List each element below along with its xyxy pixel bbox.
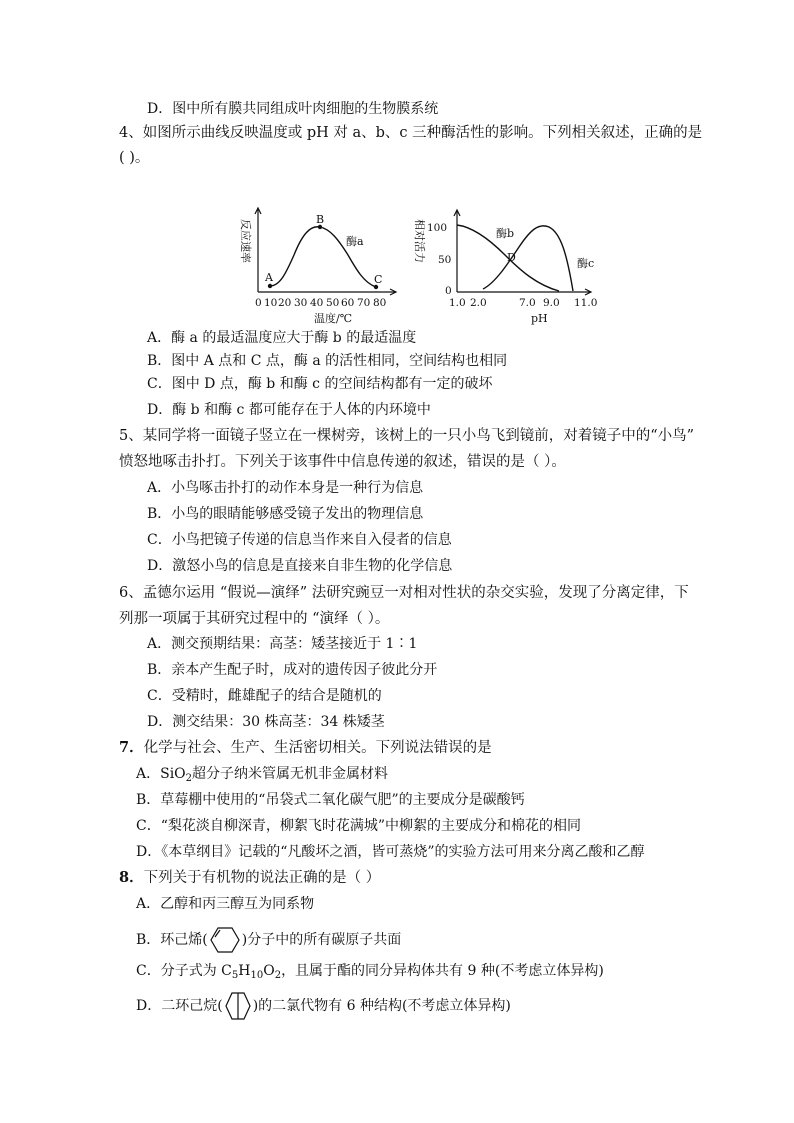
q8-option-b [136,925,401,955]
q4-option-d: D．酶 b 和酶 c 都可能存在于人体的内环境中 [147,402,431,418]
q7-option-d: D．《本草纲目》记载的“凡酸坏之酒，皆可蒸烧”的实验方法可用来分离乙酸和乙醇 [136,844,645,860]
fig2-tick: 9.0 [543,297,560,309]
fig2-x-axis-label: pH [531,312,548,325]
fig1-tick: 10 [264,297,278,309]
fig2-ytick: 50 [438,254,452,266]
q5-stem-line1: 5、某同学将一面镜子竖立在一棵树旁，该树上的一只小鸟飞到镜前，对着镜子中的“小鸟” [119,428,695,444]
q5-stem-line2: 愤怒地啄击扑打。下列关于该事件中信息传递的叙述，错误的是（ ）。 [119,454,566,470]
q8-option-c-prefix: C．分子式为 C [136,963,232,979]
fig2-curve-c-label: 酶c [577,257,595,270]
fig1-x-ticks [255,297,386,309]
fig1-tick: 40 [310,297,324,309]
fig2-x-ticks [449,297,597,309]
q7-option-b: B．草莓棚中使用的“吊袋式二氧化碳气肥”的主要成分是碳酸钙 [136,792,525,808]
q8-stem [119,868,380,888]
q8-option-c-subscript: 2 [274,970,282,981]
q4-option-b: B．图中 A 点和 C 点，酶 a 的活性相同，空间结构也相同 [147,353,508,369]
fig2-y-axis-label: 相对活力 [413,219,426,263]
fig1-tick: 80 [373,297,387,309]
fig2-point-d-label: D [507,251,516,264]
q8-option-c-o: O [263,963,275,979]
fig1-point-b-label: B [316,213,325,226]
fig2-ytick: 0 [445,285,452,297]
q8-option-a: A．乙醇和丙三醇互为同系物 [136,896,315,912]
q5-option-a: A．小鸟啄击扑打的动作本身是一种行为信息 [147,480,424,496]
q7-stem [119,738,492,758]
q8-option-c-subscript: 5 [231,970,239,981]
fig1-tick: 0 [255,297,262,309]
q6-stem-line1: 6、孟德尔运用 “假说—演绎” 法研究豌豆一对相对性状的杂交实验，发现了分离定律，下 [119,585,689,601]
q7-option-a-subscript: 2 [185,773,193,784]
q3-option-d: D．图中所有膜共同组成叶肉细胞的生物膜系统 [147,101,439,117]
q6-option-b: B．亲本产生配子时，成对的遗传因子彼此分开 [147,662,438,678]
q8-option-c-h: H [238,963,251,979]
q4-stem-line2: ( )。 [119,150,150,166]
q5-option-b: B．小鸟的眼睛能够感受镜子发出的物理信息 [147,506,424,522]
q8-option-b-prefix: B．环己烯( [136,932,208,948]
fig2-ytick: 100 [427,222,448,234]
fig1-tick: 50 [326,297,340,309]
q8-option-b-text: )分子中的所有碳原子共面 [241,932,402,948]
q7-option-a-prefix: A．SiO [136,766,186,782]
q8-number: 8． [119,869,144,886]
q8-option-c [136,961,604,986]
fig1-point-c-label: C [374,273,383,286]
fig2-tick: 2.0 [470,297,487,309]
fig2-tick: 11.0 [574,297,598,309]
q6-option-c: C．受精时，雌雄配子的结合是随机的 [147,688,382,704]
q6-option-d: D．测交结果：30 株高茎：34 株矮茎 [147,714,385,730]
fig1-y-axis-label: 反应速率 [239,219,252,263]
q8-option-d-text: )的二氯代物有 6 种结构(不考虑立体异构) [252,998,511,1014]
q8-stem-text: 下列关于有机物的说法正确的是（ ） [143,870,381,886]
fig1-tick: 60 [341,297,355,309]
q4-figure-ph [413,205,603,330]
fig1-point-a-marker [268,284,272,288]
q7-option-a-text: 超分子纳米管属无机非金属材料 [192,766,389,782]
q7-option-c: C．“梨花淡自柳深青，柳絮飞时花满城”中柳絮的主要成分和棉花的相同 [136,818,582,834]
q8-option-c-text: ，且属于酯的同分异构体共有 9 种(不考虑立体异构) [281,963,604,979]
fig2-curve-b-label: 酶b [496,227,515,240]
q6-option-a: A．测交预期结果：高茎：矮茎接近于 1∶1 [147,636,418,652]
fig1-point-a-label: A [265,271,273,284]
q8-option-d-prefix: D．二环己烷( [136,998,223,1014]
fig1-curve-label: 酶a [346,235,364,248]
q5-option-c: C．小鸟把镜子传递的信息当作来自入侵者的信息 [147,532,452,548]
q8-option-c-subscript: 10 [250,970,264,981]
fig1-tick: 30 [294,297,308,309]
q5-option-d: D．激怒小鸟的信息是直接来自非生物的化学信息 [147,558,453,574]
q4-figure-temperature [228,205,408,330]
fig2-tick: 1.0 [449,297,466,309]
q7-option-a [136,764,388,789]
fig1-x-axis-label: 温度/℃ [314,312,353,325]
cyclohexene-structure-icon [208,925,242,955]
fig1-tick: 20 [278,297,292,309]
bicyclohexane-structure-icon [223,990,253,1022]
fig2-axes [454,210,591,295]
q4-option-a: A．酶 a 的最适温度应大于酶 b 的最适温度 [147,330,417,346]
q4-stem-line1: 4、如图所示曲线反映温度或 pH 对 a、b、c 三种酶活性的影响。下列相关叙述，正确的是 [119,125,703,141]
q4-option-c: C．图中 D 点，酶 b 和酶 c 的空间结构都有一定的破坏 [147,376,493,392]
q6-stem-line2: 列那一项属于其研究过程中的 “演绎（ ）。 [119,611,390,627]
fig2-tick: 7.0 [519,297,536,309]
q7-number: 7． [119,739,144,756]
q7-stem-text: 化学与社会、生产、生活密切相关。下列说法错误的是 [143,740,492,756]
fig1-tick: 70 [357,297,371,309]
q8-option-d [136,990,511,1022]
